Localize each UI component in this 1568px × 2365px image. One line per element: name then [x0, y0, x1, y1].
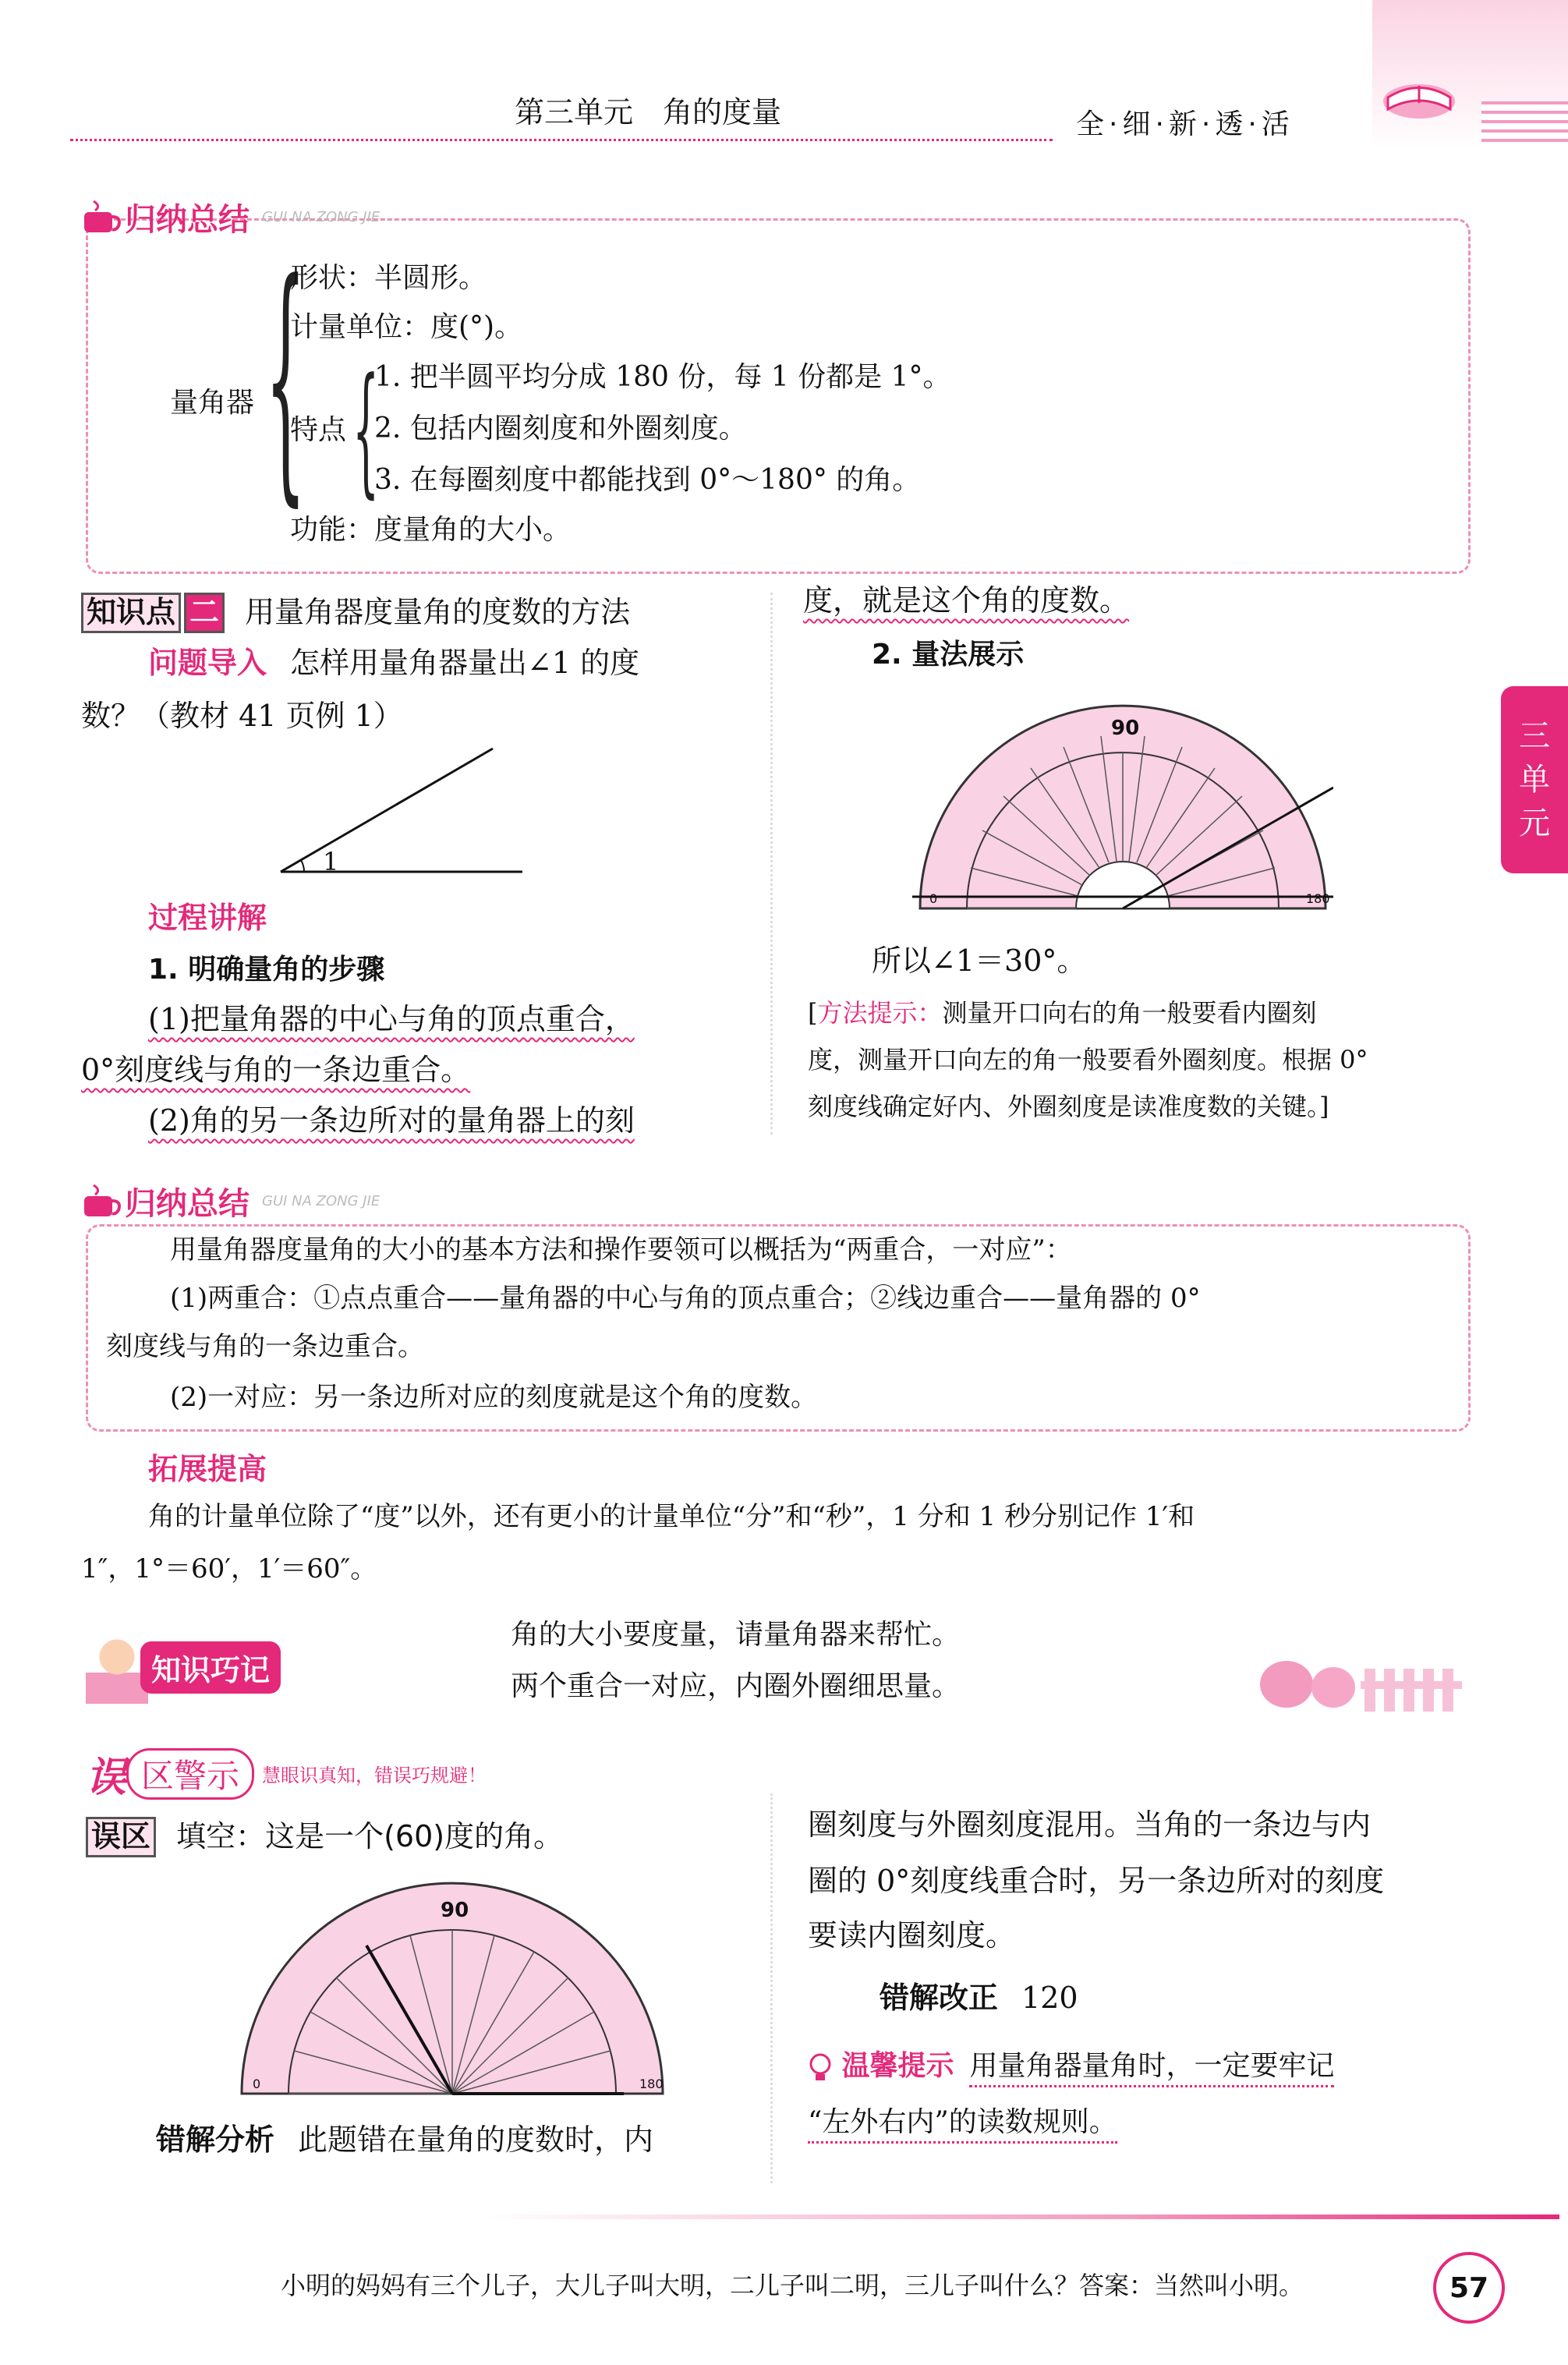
- feature-item: 2. 包括内圈刻度和外圈刻度。: [374, 412, 747, 444]
- side-tab-char: 单: [1519, 762, 1550, 798]
- mistake-banner-char: 误: [86, 1754, 127, 1801]
- feature-label: 特点: [290, 414, 347, 446]
- extend-line-2: 1″，1°＝60′，1′＝60″。: [81, 1553, 377, 1584]
- summary2-line-2: (1)两重合：①点点重合——量角器的中心与角的顶点重合；②线边重合——量角器的 0°: [170, 1283, 1201, 1314]
- column-divider: [770, 593, 773, 1135]
- protractor-root-label: 量角器: [170, 387, 255, 419]
- mistake-banner-text: 区警示: [126, 1748, 254, 1800]
- summary-header-1: [78, 195, 380, 239]
- svg-text:90: 90: [1111, 717, 1140, 740]
- mistake-question-line: [86, 1817, 563, 1857]
- birds-icon: [1248, 1630, 1466, 1715]
- correction-label: 错解改正: [880, 1981, 999, 2015]
- side-tab-char: 三: [1519, 718, 1550, 754]
- question-line-1: [148, 646, 639, 682]
- summary-badge-1: 归纳总结: [125, 202, 250, 238]
- knowledge-tag-number: 二: [184, 593, 225, 633]
- tip-label: 温馨提示: [841, 2050, 954, 2082]
- mistake-banner-sub: 慧眼识真知，错误巧规避！: [262, 1765, 487, 1786]
- knowledge-tag: 知识点: [81, 593, 181, 633]
- page-number-text: 57: [1449, 2271, 1489, 2304]
- question-line-2: 数？（教材 41 页例 1）: [81, 699, 403, 733]
- summary-header-2: [78, 1179, 380, 1223]
- step2-text-b: 度，就是这个角的度数。: [803, 583, 1130, 618]
- analysis-line: [156, 2122, 653, 2158]
- memo-line-2: 两个重合一对应，内圈外圈细思量。: [511, 1670, 961, 1702]
- protractor-figure: [912, 702, 1333, 920]
- angle-label: 1: [323, 847, 339, 876]
- method-tip-text-1: 测量开口向右的角一般要看内圈刻: [942, 998, 1317, 1028]
- step1-text-b: 0°刻度线与角的一条边重合。: [81, 1053, 471, 1087]
- step2-line-b: [803, 583, 1129, 619]
- bracket-open: [: [808, 998, 818, 1028]
- summary-function: 功能：度量角的大小。: [290, 514, 572, 546]
- summary2-line-4: (2)一对应：另一条边所对应的刻度就是这个角的度数。: [170, 1382, 818, 1413]
- header-right-stripes: [1481, 101, 1568, 148]
- mistake-question: 填空：这是一个(60)度的角。: [176, 1819, 564, 1853]
- correction-value: 120: [1021, 1981, 1078, 2015]
- analysis-text-b1: 圈刻度与外圈刻度混用。当角的一条边与内: [808, 1807, 1372, 1842]
- unit-title: 第三单元 角的度量: [515, 95, 782, 129]
- unit-side-tab: [1501, 686, 1568, 873]
- memo-line-1: 角的大小要度量，请量角器来帮忙。: [511, 1619, 961, 1651]
- step1-line-a: [148, 1002, 635, 1038]
- memo-badge-box: [86, 1618, 296, 1712]
- knowledge-title: 用量角器度量角的度数的方法: [245, 595, 631, 629]
- svg-text:180: 180: [639, 2076, 664, 2091]
- header-divider: [70, 139, 1053, 141]
- knowledge-heading: [81, 593, 630, 633]
- mistake-protractor-figure: [234, 1871, 671, 2105]
- summary2-line-3: 刻度线与角的一条边重合。: [106, 1331, 424, 1362]
- teacup-icon: [78, 1182, 125, 1221]
- step1-line-b: [81, 1053, 470, 1089]
- tip-line-2: [808, 2105, 1117, 2139]
- tip-line-1: [808, 2049, 1334, 2084]
- feature-item: 1. 把半圆平均分成 180 份，每 1 份都是 1°。: [374, 361, 951, 393]
- question-text: 怎样用量角器量出∠1 的度: [290, 646, 640, 680]
- analysis-text-a: 此题错在量角的度数时，内: [298, 2122, 654, 2157]
- mistake-banner: [86, 1744, 487, 1803]
- show-title: 2. 量法展示: [872, 639, 1025, 671]
- angle-figure: [273, 741, 530, 881]
- slogan: 全·细·新·透·活: [1076, 108, 1294, 140]
- svg-text:180: 180: [1306, 891, 1330, 906]
- tip-text-1: 用量角器量角时，一定要牢记: [969, 2050, 1334, 2087]
- step2-text-a: (2)角的另一条边所对的量角器上的刻: [148, 1103, 635, 1138]
- summary-pinyin-1: GUI NA ZONG JIE: [262, 209, 380, 225]
- method-tip-line-2: 度，测量开口向左的角一般要看外圈刻度。根据 0°: [808, 1045, 1368, 1075]
- svg-text:90: 90: [441, 1899, 469, 1922]
- analysis-text-b3: 要读内圈刻度。: [808, 1918, 1016, 1953]
- summary-shape: 形状：半圆形。: [290, 262, 487, 294]
- footer-divider: [483, 2215, 1559, 2219]
- svg-text:0: 0: [253, 2076, 261, 2091]
- result-text: 所以∠1＝30°。: [872, 944, 1087, 978]
- tip-text-2: “左外右内”的读数规则。: [808, 2106, 1117, 2144]
- method-tip-label: 方法提示：: [817, 998, 943, 1028]
- mistake-column-divider: [770, 1793, 773, 2183]
- summary-badge-2: 归纳总结: [125, 1186, 250, 1222]
- girl-icon: [86, 1626, 148, 1704]
- extend-line-1: 角的计量单位除了“度”以外，还有更小的计量单位“分”和“秒”，1 分和 1 秒分别记作 1′和: [148, 1501, 1195, 1532]
- summary2-line-1: 用量角器度量角的大小的基本方法和操作要领可以概括为“两重合，一对应”：: [170, 1234, 1072, 1266]
- analysis-text-b2: 圈的 0°刻度线重合时，另一条边所对的刻度: [808, 1864, 1385, 1898]
- mistake-tag: 误区: [86, 1817, 156, 1857]
- correction-line: [880, 1981, 1078, 2016]
- footer-riddle: 小明的妈妈有三个儿子，大儿子叫大明，二儿子叫二明，三儿子叫什么？答案：当然叫小明。: [281, 2271, 1304, 2300]
- step2-line-a: [148, 1103, 635, 1139]
- extend-title: 拓展提高: [148, 1452, 267, 1486]
- page-number: [1433, 2252, 1505, 2324]
- summary-unit: 计量单位：度(°)。: [290, 311, 523, 343]
- method-tip-line-1: [808, 998, 1317, 1028]
- question-label: 问题导入: [148, 646, 267, 680]
- feature-item: 3. 在每圈刻度中都能找到 0°～180° 的角。: [374, 464, 921, 496]
- side-tab-char: 元: [1519, 805, 1550, 841]
- step1-text-a: (1)把量角器的中心与角的顶点重合，: [148, 1002, 635, 1036]
- process-label: 过程讲解: [148, 901, 267, 935]
- brace-inner: {: [352, 349, 380, 512]
- method-tip-line-3: 刻度线确定好内、外圈刻度是读准度数的关键。]: [808, 1092, 1329, 1121]
- lightbulb-icon: [808, 2052, 833, 2084]
- memo-badge: 知识巧记: [140, 1641, 281, 1694]
- svg-text:0: 0: [929, 891, 938, 906]
- brace-outer: {: [265, 228, 306, 528]
- book-logo-icon: [1380, 55, 1458, 125]
- step-title: 1. 明确量角的步骤: [148, 954, 385, 986]
- analysis-label: 错解分析: [156, 2122, 275, 2157]
- summary-pinyin-2: GUI NA ZONG JIE: [262, 1193, 380, 1209]
- teacup-icon: [78, 198, 125, 237]
